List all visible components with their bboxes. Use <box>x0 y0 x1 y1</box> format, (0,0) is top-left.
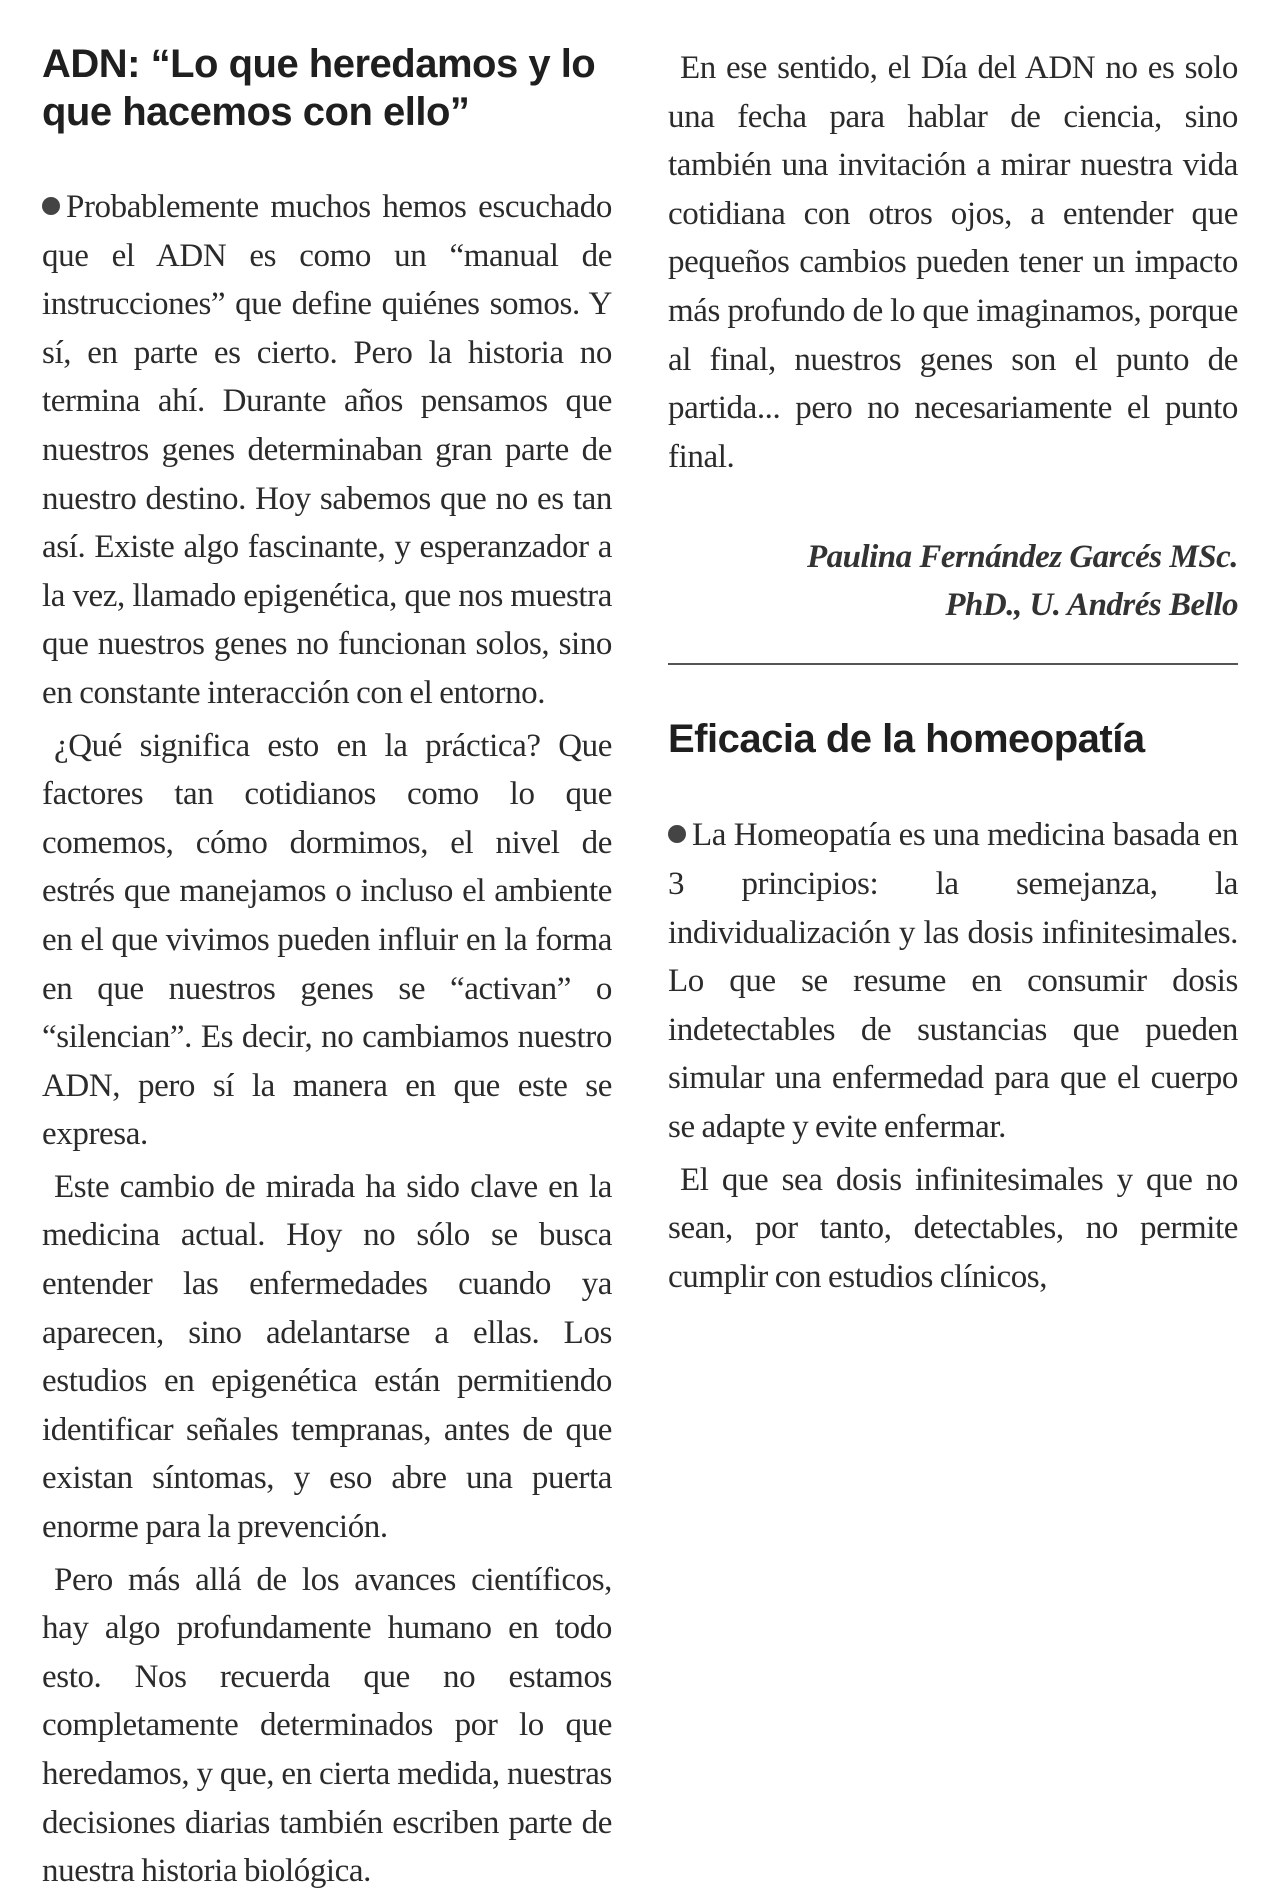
signature-name: Paulina Fernández Garcés MSc. <box>806 539 1238 576</box>
signature-affiliation: PhD., U. Andrés Bello <box>945 587 1238 624</box>
bullet-icon <box>42 197 60 215</box>
article1-paragraph-1-text: Probablemente muchos hemos escuchado que el ADN es como un “manual de instrucciones” que define quiénes somos. Y sí, en parte es cierto. Pero la historia no termina ahí. Durante años pensamos que nuestros genes determinaban gran parte de nuestro destino. Hoy sabemos que no es tan así. Existe algo fascinante, y esperanzador a la vez, llamado epigenética, que nos muestra que nuestros genes no funcionan solos, sino en constante interacción con el entorno. <box>42 189 612 711</box>
left-column <box>42 40 612 1896</box>
article2-title: Eficacia de la homeopatía <box>668 717 1145 762</box>
article1-paragraph-3: Este cambio de mirada ha sido clave en la medicina actual. Hoy no sólo se busca entender las enfermedades cuando ya aparecen, sino adelantarse a ellas. Los estudios en epigenética están permitiendo identificar señales tempranas, antes de que existan síntomas, y eso abre una puerta enorme para la prevención. <box>42 1168 612 1546</box>
article2-paragraph-2: El que sea dosis infinitesimales y que no sean, por tanto, detectables, no permite cumplir con estudios clínicos, <box>668 1161 1238 1295</box>
article1-paragraph-4: Pero más allá de los avances científicos, hay algo profundamente humano en todo esto. Nos recuerda que no estamos completamente determinados por lo que heredamos, y que, en cierta medida, nuestras decisiones diarias también escriben parte de nuestra historia biológica. <box>42 1561 612 1890</box>
right-column <box>668 40 1238 1301</box>
article1-signature <box>668 533 1238 629</box>
bullet-icon <box>668 825 686 843</box>
section-divider <box>668 663 1238 665</box>
article1-paragraph-2: ¿Qué significa esto en la práctica? Que factores tan cotidianos como lo que comemos, cómo dormimos, el nivel de estrés que manejamos o incluso el ambiente en el que vivimos pueden influir en la forma en que nuestros genes se “activan” o “silencian”. Es decir, no cambiamos nuestro ADN, pero sí la manera en que este se expresa. <box>42 727 612 1153</box>
article1-paragraph-1 <box>42 183 612 718</box>
article2-paragraph-1 <box>668 811 1238 1151</box>
article1-title: ADN: “Lo que heredamos y lo que hacemos con ello” <box>42 42 596 134</box>
article2-paragraph-1-text: La Homeopatía es una medicina basada en 3 principios: la semejanza, la individualización y las dosis infinitesimales. Lo que se resume en consumir dosis indetectables de sustancias que pueden simular una enfermedad para que el cuerpo se adapte y evite enfermar. <box>668 817 1238 1145</box>
article1-paragraph-5: En ese sentido, el Día del ADN no es solo una fecha para hablar de ciencia, sino también una invitación a mirar nuestra vida cotidiana con otros ojos, a entender que pequeños cambios pueden tener un impacto más profundo de lo que imaginamos, porque al final, nuestros genes son el punto de partida... pero no necesariamente el punto final. <box>668 50 1238 475</box>
